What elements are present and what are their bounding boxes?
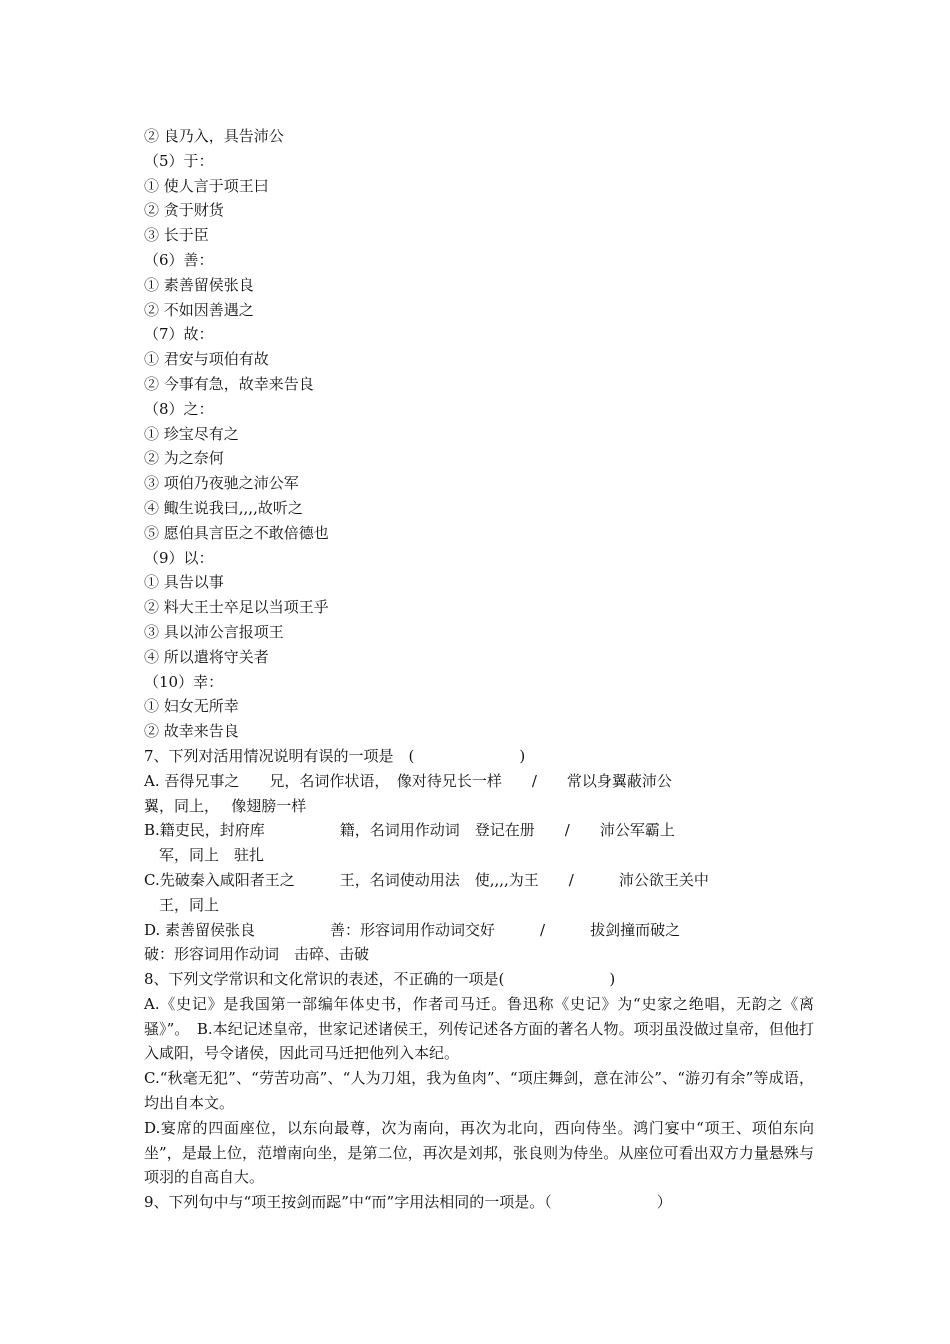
text-line: （9）以： xyxy=(144,548,214,567)
text-line: ④ 所以遣将守关者 xyxy=(144,647,269,666)
question-7-option-a-cont: 翼，同上， 像翅膀一样 xyxy=(144,796,307,815)
question-8-option-d: D.宴席的四面座位，以东向最尊，次为南向，再次为北向，西向侍坐。鸿门宴中“项王、项伯东向坐”，是最上位，范增南向坐，是第二位，再次是刘邦，张良则为侍坐。从座位可看出双方力量悬殊与项羽的自高自大。 xyxy=(144,1118,814,1187)
text-line: ③ 具以沛公言报项王 xyxy=(144,622,284,641)
text-line: ② 今事有急，故幸来告良 xyxy=(144,374,314,393)
text-line: ④ 鲰生说我曰,,,,故听之 xyxy=(144,498,303,517)
text-line: ② 故幸来告良 xyxy=(144,722,239,741)
text-line: ③ 项伯乃夜驰之沛公军 xyxy=(144,474,299,493)
text-line: ② 良乃入，具告沛公 xyxy=(144,127,284,145)
text-line: ② 为之奈何 xyxy=(144,449,224,468)
text-line: ② 料大王士卒足以当项王乎 xyxy=(144,598,329,617)
text-line: ② 贪于财货 xyxy=(144,201,224,220)
text-line: （7）故： xyxy=(144,325,214,344)
text-line: （5）于： xyxy=(144,151,214,170)
text-line: ② 不如因善遇之 xyxy=(144,300,254,319)
question-8-stem: 8、下列文学常识和文化常识的表述，不正确的一项是( ) xyxy=(144,970,616,989)
text-line: ① 使人言于项王曰 xyxy=(144,176,269,195)
text-line: （6）善： xyxy=(144,250,214,269)
question-9-stem: 9、下列句中与“项王按剑而跽”中“而”字用法相同的一项是。（ ） xyxy=(144,1193,672,1212)
text-line: ① 君安与项伯有故 xyxy=(144,350,269,369)
document-body xyxy=(144,124,814,1215)
text-line: ① 妇女无所幸 xyxy=(144,697,239,716)
question-7-option-a: A. 吾得兄事之 兄，名词作状语， 像对待兄长一样 / 常以身翼蔽沛公 xyxy=(144,771,672,790)
text-line: ⑤ 愿伯具言臣之不敢倍德也 xyxy=(144,523,329,542)
question-7-option-b: B.籍吏民，封府库 籍，名词用作动词 登记在册 / 沛公军霸上 xyxy=(144,821,675,840)
question-7-option-b-cont: 军，同上 驻扎 xyxy=(144,846,265,865)
text-line: ① 珍宝尽有之 xyxy=(144,424,239,443)
text-line: ③ 长于臣 xyxy=(144,226,209,245)
text-line: （10）幸： xyxy=(144,672,224,691)
question-7-stem: 7、下列对活用情况说明有误的一项是 ( ) xyxy=(144,746,526,765)
question-8-option-c: C.“秋毫无犯”、“劳苦功高”、“人为刀俎，我为鱼肉”、“项庄舞剑，意在沛公”、“游刃有余”等成语，均出自本文。 xyxy=(144,1069,814,1113)
question-7-option-c: C.先破秦入咸阳者王之 王，名词使动用法 使,,,,为王 / 沛公欲王关中 xyxy=(144,870,709,889)
question-7-option-d-cont: 破：形容词用作动词 击碎、击破 xyxy=(144,945,370,964)
text-line: （8）之： xyxy=(144,399,214,418)
question-7-option-c-cont: 王，同上 xyxy=(144,895,220,914)
question-8-option-ab: A.《史记》是我国第一部编年体史书，作者司马迁。鲁迅称《史记》为“史家之绝唱，无韵之《离骚》”。 B.本纪记述皇帝，世家记述诸侯王，列传记述各方面的著名人物。项羽虽没做过皇帝，但他打入咸阳，号令诸侯，因此司马迁把他列入本纪。 xyxy=(144,994,814,1063)
text-line: ① 素善留侯张良 xyxy=(144,275,254,294)
question-7-option-d: D. 素善留侯张良 善：形容词用作动词交好 / 拔剑撞而破之 xyxy=(144,920,681,939)
text-line: ① 具告以事 xyxy=(144,573,224,592)
